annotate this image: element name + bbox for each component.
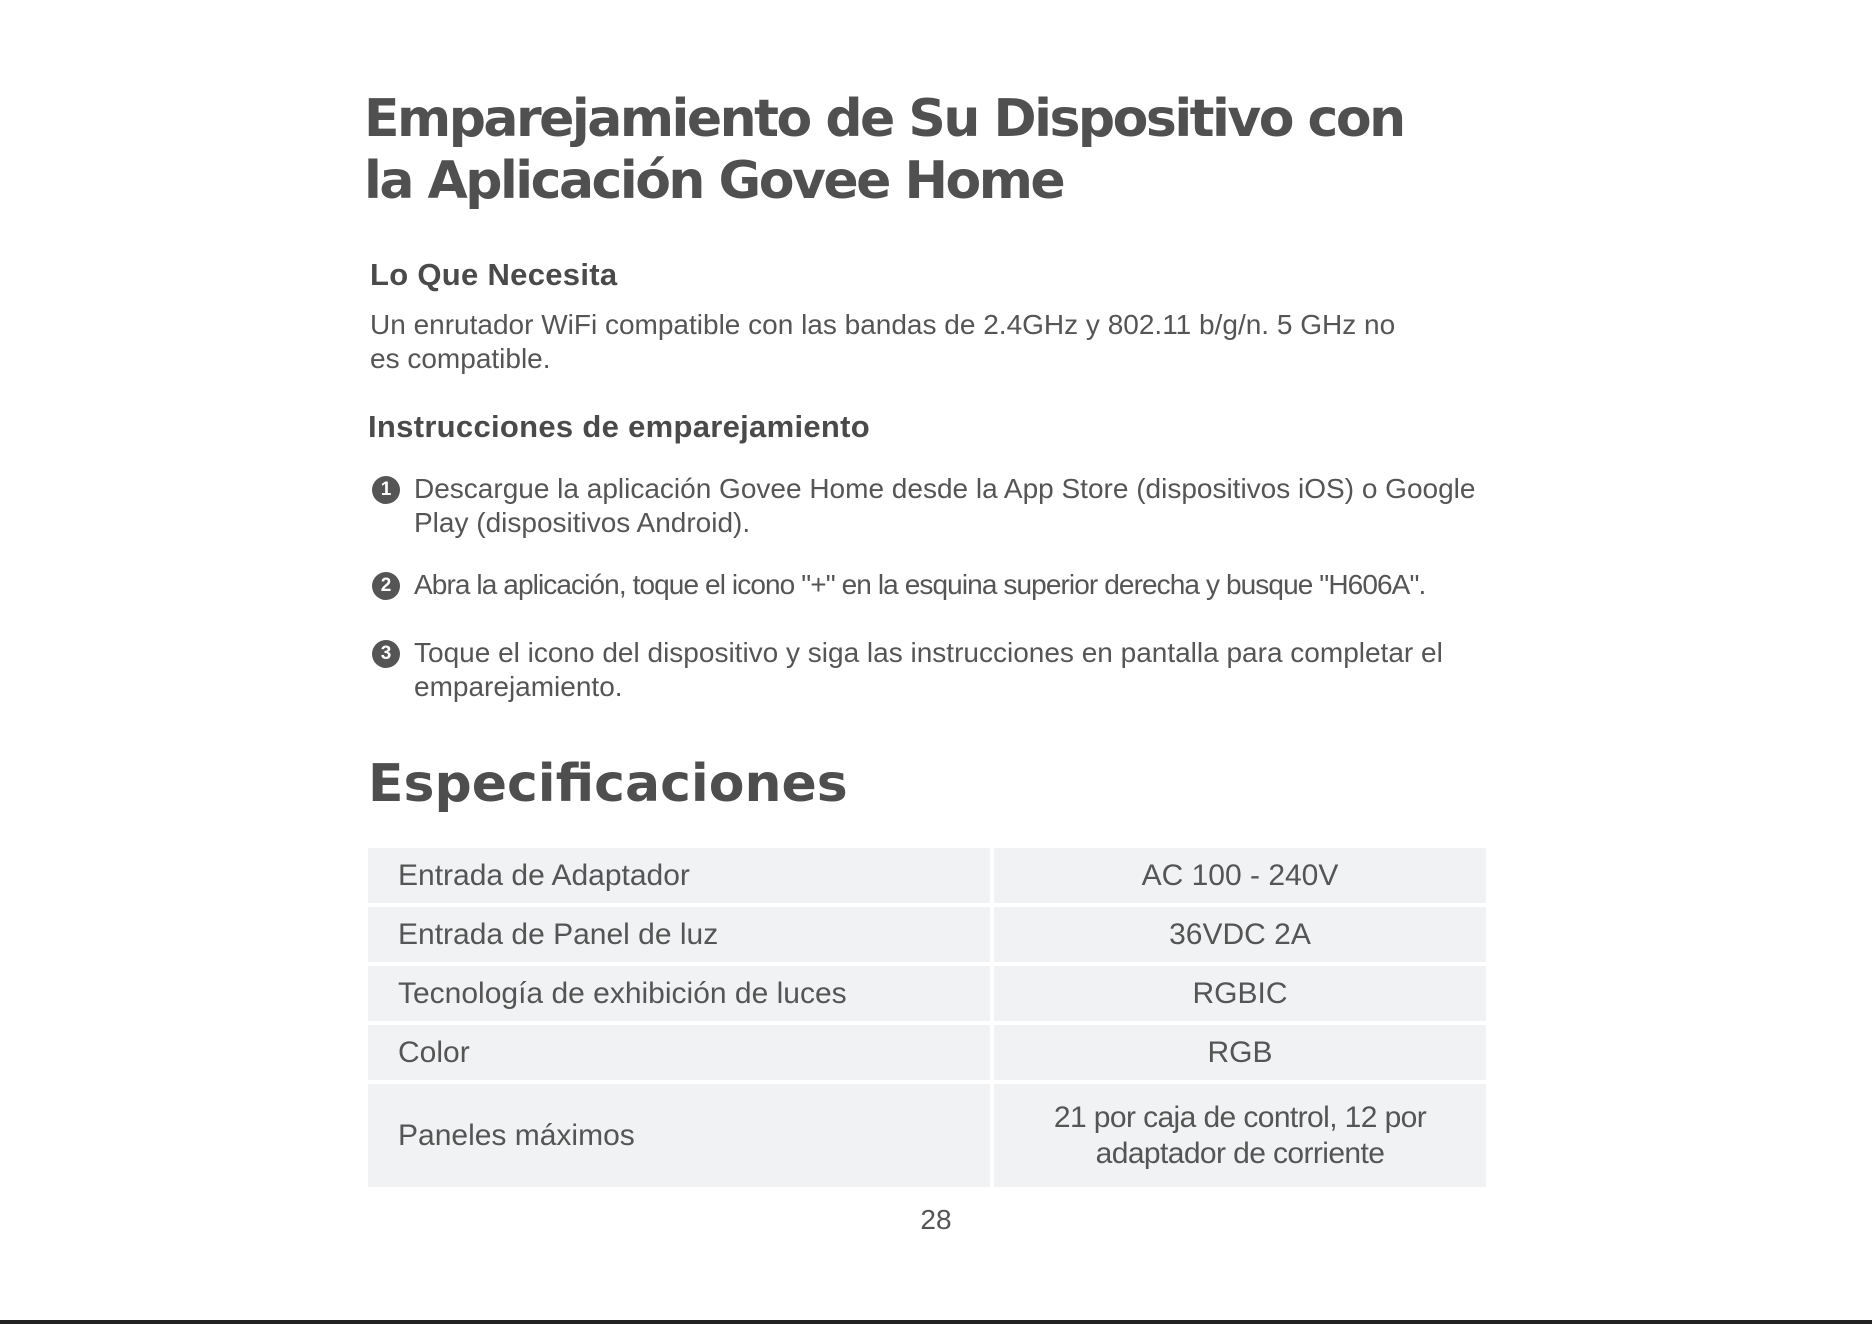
table-row: [368, 966, 1486, 1025]
table-row: [368, 1025, 1486, 1084]
needs-text: Un enrutador WiFi compatible con las bandas de 2.4GHz y 802.11 b/g/n. 5 GHz no es compatible.: [370, 309, 1396, 374]
instructions-heading: Instrucciones de emparejamiento: [368, 409, 871, 444]
spec-label: Entrada de Panel de luz: [368, 907, 994, 966]
step-number-badge: 2: [372, 572, 400, 600]
table-row: [368, 848, 1486, 907]
step-number-badge: 3: [372, 640, 400, 668]
specifications-heading: Especificaciones: [368, 754, 848, 814]
table-row: [368, 907, 1486, 966]
specifications-table: [368, 848, 1486, 1187]
spec-label: Paneles máximos: [368, 1084, 994, 1187]
instruction-step-3: [372, 636, 1512, 704]
page-title: Emparejamiento de Su Dispositivo con la Aplicación Govee Home: [364, 89, 1404, 211]
spec-value: RGB: [994, 1025, 1486, 1084]
spec-value: AC 100 - 240V: [994, 848, 1486, 907]
step-text: Abra la aplicación, toque el icono "+" en la esquina superior derecha y busque "H606A".: [414, 569, 1426, 600]
instruction-step-2: [372, 568, 1512, 602]
page-bottom-border: [0, 1320, 1872, 1324]
step-text: Toque el icono del dispositivo y siga las instrucciones en pantalla para completar el emparejamiento.: [414, 637, 1443, 702]
spec-label: Tecnología de exhibición de luces: [368, 966, 994, 1025]
spec-value: 36VDC 2A: [994, 907, 1486, 966]
table-row: [368, 1084, 1486, 1187]
instruction-step-1: [372, 472, 1512, 540]
step-text: Descargue la aplicación Govee Home desde la App Store (dispositivos iOS) o Google Play (dispositivos Android).: [414, 473, 1476, 538]
needs-heading: Lo Que Necesita: [370, 257, 618, 292]
page-number: 28: [920, 1204, 952, 1235]
spec-value: 21 por caja de control, 12 por adaptador de corriente: [994, 1084, 1486, 1187]
spec-label: Entrada de Adaptador: [368, 848, 994, 907]
spec-label: Color: [368, 1025, 994, 1084]
spec-value: RGBIC: [994, 966, 1486, 1025]
step-number-badge: 1: [372, 476, 400, 504]
